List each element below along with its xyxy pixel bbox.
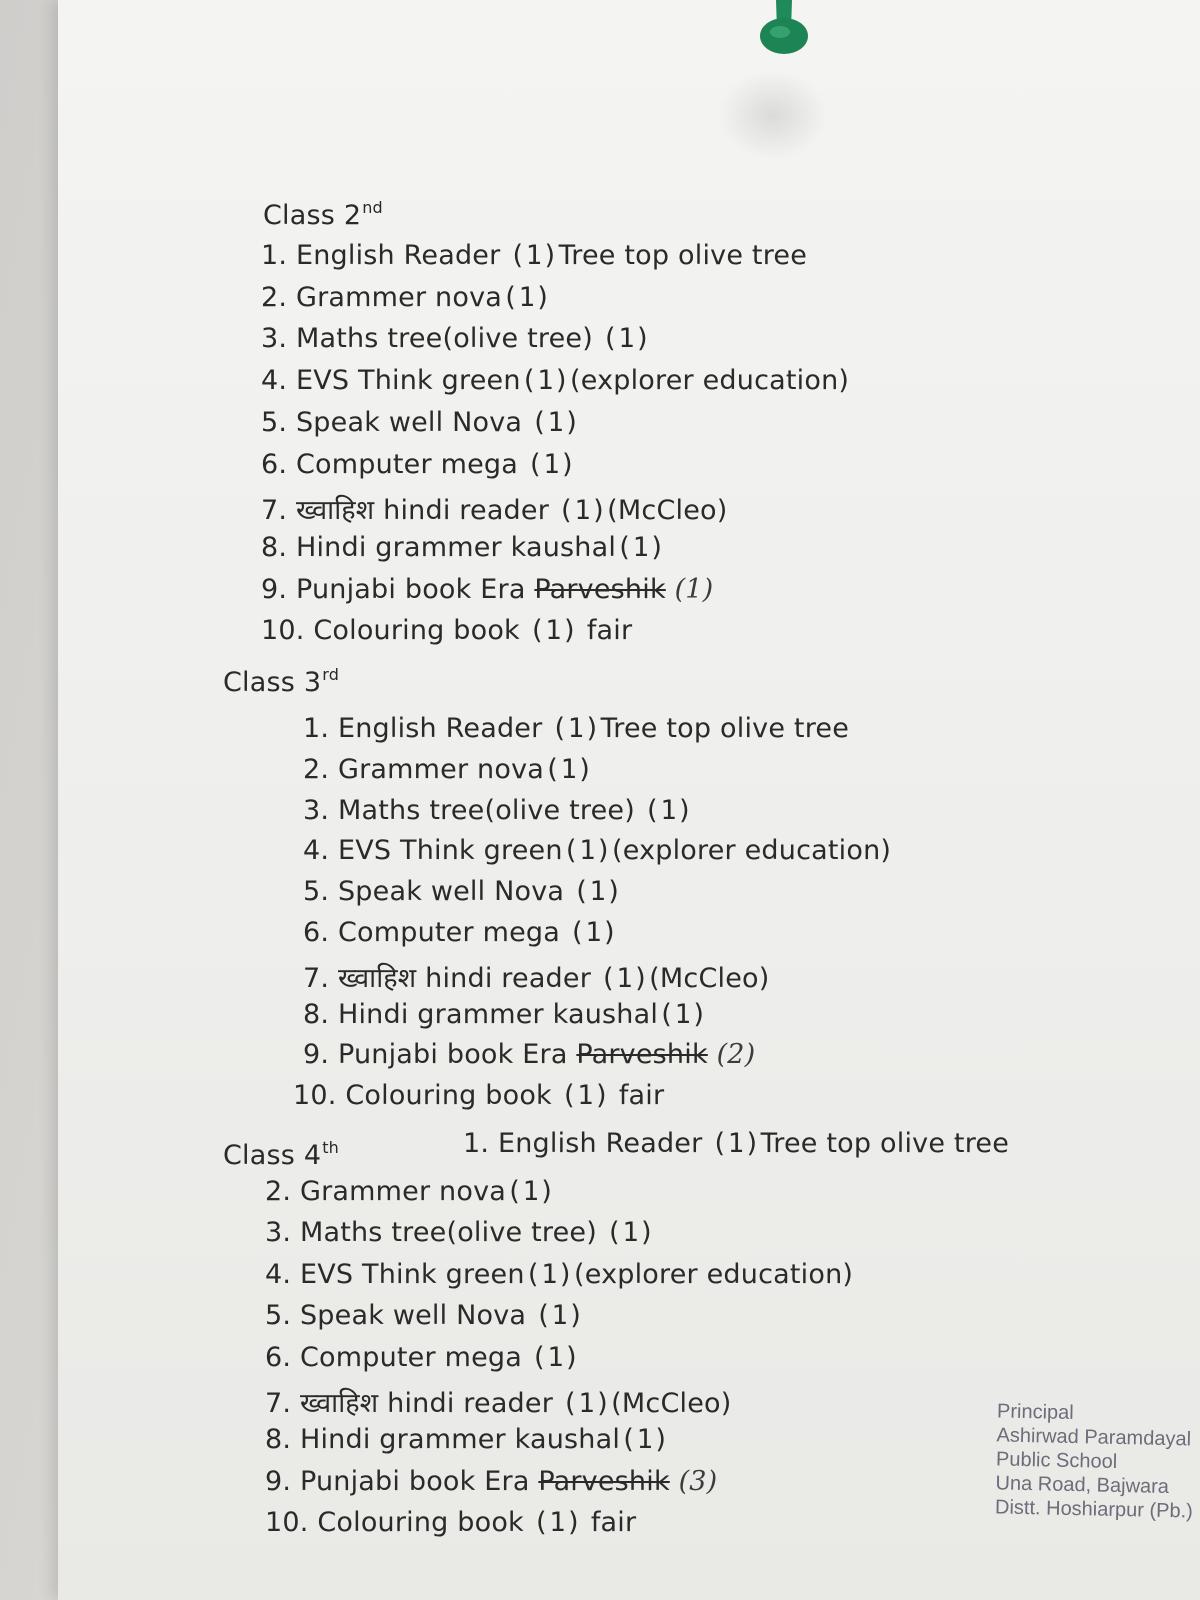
item-quantity: (1)	[509, 240, 559, 271]
handwritten-quantity: (2)	[707, 1039, 756, 1070]
item-quantity: (1)	[530, 407, 581, 438]
item-title: English Reader	[337, 713, 552, 744]
book-item	[261, 532, 665, 563]
item-title: Colouring book	[313, 615, 529, 646]
class-heading	[223, 1138, 339, 1171]
item-title: EVS Think green	[337, 835, 563, 866]
item-detail: Tree top olive tree	[558, 240, 808, 271]
book-item	[265, 1466, 717, 1497]
item-number: 8.	[261, 532, 288, 563]
item-detail: fair	[610, 1080, 665, 1111]
struck-publisher: Parveshik	[534, 574, 666, 605]
item-title: Grammer nova	[295, 282, 502, 313]
item-detail: (explorer education)	[570, 365, 850, 396]
item-title: Colouring book	[345, 1080, 561, 1111]
item-number: 1.	[463, 1128, 490, 1159]
item-quantity: (1)	[520, 365, 571, 396]
item-quantity: (1)	[524, 1259, 575, 1290]
item-quantity: (1)	[530, 1342, 581, 1373]
item-quantity: (1)	[605, 1217, 656, 1248]
book-item	[261, 365, 849, 396]
item-title: EVS Think green	[299, 1259, 525, 1290]
book-item	[265, 1300, 584, 1331]
item-detail: fair	[582, 1507, 637, 1538]
item-number: 10.	[265, 1507, 309, 1538]
book-item	[261, 615, 632, 646]
item-title: Speak well Nova	[337, 876, 573, 907]
item-number: 2.	[303, 754, 330, 785]
stamp-line: Public School	[995, 1448, 1118, 1473]
item-detail: fair	[578, 615, 633, 646]
book-item	[261, 449, 576, 480]
item-quantity: (1)	[557, 495, 608, 526]
item-title: Maths tree(olive tree)	[337, 795, 644, 826]
item-title: Computer mega	[337, 917, 569, 948]
item-title: Punjabi book Era	[299, 1466, 539, 1497]
book-item	[261, 407, 580, 438]
book-item	[261, 240, 807, 271]
item-detail: Tree top olive tree	[600, 713, 850, 744]
item-number: 5.	[261, 407, 288, 438]
class-label: Class 2	[263, 200, 362, 231]
item-title: Computer mega	[299, 1342, 531, 1373]
item-number: 5.	[265, 1300, 292, 1331]
book-item	[303, 754, 593, 785]
book-item	[261, 323, 651, 354]
item-title: Colouring book	[317, 1507, 533, 1538]
book-item	[303, 1039, 755, 1070]
item-quantity: (1)	[562, 835, 613, 866]
class-heading	[263, 198, 383, 231]
item-quantity: (1)	[526, 449, 577, 480]
item-quantity: (1)	[506, 1176, 556, 1207]
item-quantity: (1)	[534, 1300, 585, 1331]
item-quantity: (1)	[572, 876, 623, 907]
item-number: 6.	[265, 1342, 292, 1373]
item-number: 4.	[265, 1259, 292, 1290]
item-quantity: (1)	[616, 532, 666, 563]
book-item	[303, 876, 622, 907]
item-title: ख्वाहिश hindi reader	[295, 495, 558, 526]
item-number: 1.	[261, 240, 288, 271]
stamp-line: Principal	[996, 1400, 1074, 1424]
book-item	[261, 490, 727, 527]
item-quantity: (1)	[599, 963, 650, 994]
item-number: 10.	[261, 615, 305, 646]
item-number: 1.	[303, 713, 330, 744]
book-item	[303, 958, 769, 995]
book-item	[265, 1259, 853, 1290]
struck-publisher: Parveshik	[576, 1039, 708, 1070]
item-number: 9.	[303, 1039, 330, 1070]
item-detail: (explorer education)	[612, 835, 892, 866]
item-number: 4.	[303, 835, 330, 866]
item-detail: (McCleo)	[607, 495, 728, 526]
item-quantity: (1)	[502, 282, 552, 313]
struck-publisher: Parveshik	[538, 1466, 670, 1497]
book-item	[265, 1342, 580, 1373]
book-item	[261, 574, 713, 605]
item-title: Hindi grammer kaushal	[337, 999, 659, 1030]
paper-sheet	[58, 0, 1200, 1600]
item-number: 8.	[303, 999, 330, 1030]
item-title: ख्वाहिश hindi reader	[299, 1388, 562, 1419]
item-title: Punjabi book Era	[295, 574, 535, 605]
stamp-line: Ashirwad Paramdayal	[996, 1424, 1192, 1451]
class-suffix: rd	[322, 665, 340, 684]
push-pin-icon	[758, 0, 810, 58]
item-title: English Reader	[295, 240, 510, 271]
item-quantity: (1)	[560, 1080, 611, 1111]
item-number: 3.	[261, 323, 288, 354]
item-title: Speak well Nova	[299, 1300, 535, 1331]
item-detail: (McCleo)	[649, 963, 770, 994]
item-number: 3.	[265, 1217, 292, 1248]
item-title: English Reader	[497, 1128, 712, 1159]
item-quantity: (1)	[658, 999, 708, 1030]
book-item	[303, 835, 891, 866]
item-quantity: (1)	[528, 615, 579, 646]
item-number: 7.	[265, 1388, 292, 1419]
item-quantity: (1)	[711, 1128, 761, 1159]
item-quantity: (1)	[620, 1424, 670, 1455]
item-number: 9.	[265, 1466, 292, 1497]
class-suffix: th	[322, 1138, 340, 1157]
item-number: 7.	[261, 495, 288, 526]
item-number: 10.	[293, 1080, 337, 1111]
book-item	[303, 795, 693, 826]
item-number: 6.	[303, 917, 330, 948]
book-item	[265, 1383, 731, 1420]
item-title: Grammer nova	[299, 1176, 506, 1207]
class-label: Class 4	[223, 1140, 322, 1171]
stamp-line: Una Road, Bajwara	[995, 1472, 1170, 1499]
book-item	[303, 999, 707, 1030]
item-number: 2.	[265, 1176, 292, 1207]
handwritten-quantity: (3)	[669, 1466, 718, 1497]
book-item	[265, 1176, 555, 1207]
item-title: Speak well Nova	[295, 407, 531, 438]
item-title: Hindi grammer kaushal	[295, 532, 617, 563]
item-quantity: (1)	[568, 917, 619, 948]
book-item	[303, 917, 618, 948]
item-title: Grammer nova	[337, 754, 544, 785]
item-title: Punjabi book Era	[337, 1039, 577, 1070]
principal-stamp	[995, 1399, 1200, 1524]
book-item	[261, 282, 551, 313]
item-title: EVS Think green	[295, 365, 521, 396]
item-detail: Tree top olive tree	[760, 1128, 1010, 1159]
book-item	[265, 1217, 655, 1248]
book-item	[303, 713, 849, 744]
handwritten-quantity: (1)	[665, 574, 714, 605]
item-title: Hindi grammer kaushal	[299, 1424, 621, 1455]
item-quantity: (1)	[643, 795, 694, 826]
item-number: 7.	[303, 963, 330, 994]
book-item	[265, 1424, 669, 1455]
item-number: 9.	[261, 574, 288, 605]
item-number: 8.	[265, 1424, 292, 1455]
book-item	[463, 1128, 1009, 1159]
item-number: 3.	[303, 795, 330, 826]
item-title: Maths tree(olive tree)	[299, 1217, 606, 1248]
class-suffix: nd	[362, 198, 383, 217]
item-quantity: (1)	[551, 713, 601, 744]
item-quantity: (1)	[544, 754, 594, 785]
item-quantity: (1)	[601, 323, 652, 354]
item-title: Maths tree(olive tree)	[295, 323, 602, 354]
item-quantity: (1)	[561, 1388, 612, 1419]
item-detail: (McCleo)	[611, 1388, 732, 1419]
book-item	[265, 1507, 636, 1538]
book-item	[293, 1080, 664, 1111]
item-number: 6.	[261, 449, 288, 480]
stamp-line: Distt. Hoshiarpur (Pb.)	[994, 1496, 1194, 1523]
item-number: 5.	[303, 876, 330, 907]
class-label: Class 3	[223, 667, 322, 698]
item-quantity: (1)	[532, 1507, 583, 1538]
item-number: 4.	[261, 365, 288, 396]
class-heading	[223, 665, 339, 698]
item-detail: (explorer education)	[574, 1259, 854, 1290]
item-number: 2.	[261, 282, 288, 313]
item-title: Computer mega	[295, 449, 527, 480]
item-title: ख्वाहिश hindi reader	[337, 963, 600, 994]
pin-shadow	[718, 70, 828, 160]
